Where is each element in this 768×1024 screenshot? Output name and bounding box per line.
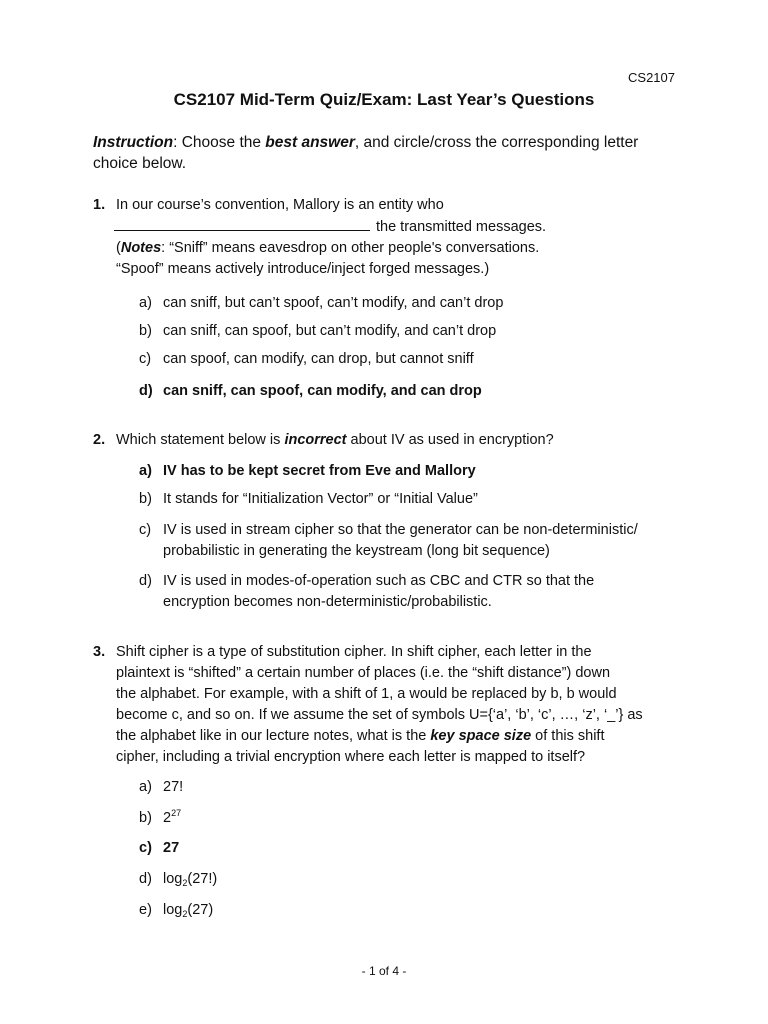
option-2d[interactable]: d) IV is used in modes-of-operation such as CBC and CTR so that the encryption becomes non-deterministic/probabilistic. — [139, 573, 595, 610]
option-2b[interactable]: b) It stands for “Initialization Vector” or “Initial Value” — [139, 491, 478, 507]
option-3c[interactable]: c) 27 — [139, 840, 180, 856]
question-1: 1. In our course’s convention, Mallory is an entity who the transmitted messages. (Notes: “Sniff” means eavesdrop on other people's conversations. “Spoof” means actively introduce/inject forged messages.) — [93, 197, 547, 277]
notes-label: Notes — [120, 240, 162, 256]
question-number: 3. — [93, 644, 106, 660]
option-3a[interactable]: a) 27! — [139, 779, 184, 795]
option-3d[interactable]: d) $\log_2(27!)$ — [139, 871, 218, 888]
option-2a[interactable]: a) IV has to be kept secret from Eve and Mallory — [139, 463, 476, 479]
option-3e[interactable]: e) $\log_2(27)$ — [139, 902, 214, 919]
course-code: CS2107 — [628, 70, 675, 85]
page-number: - 1 of 4 - — [361, 964, 407, 978]
instruction-emphasis: best answer — [265, 134, 355, 151]
option-2c[interactable]: c) IV is used in stream cipher so that the generator can be non-deterministic/ probabilistic in generating the keystream (long bit sequence) — [139, 522, 638, 559]
option-1a[interactable]: a) can sniff, but can’t spoof, can’t modify, and can’t drop — [139, 295, 504, 311]
question-2: 2. Which statement below is incorrect about IV as used in encryption? — [93, 430, 683, 451]
question-3: 3. Shift cipher is a type of substitution cipher. In shift cipher, each letter in the plaintext is “shifted” a certain number of places (i.e. the “shift distance”) down the alphabet. For example, with a shift of 1, a would be replaced by b, b would become c, and so on. If we assume the set of symbols U={‘a’, ‘b’, ‘c’, …, ‘z’, ‘_’} as the alphabet like in our lecture notes, what is the key space size of this shift cipher, including a trivial encryption where each letter is mapped to itself? — [93, 644, 643, 765]
page-title: CS2107 Mid-Term Quiz/Exam: Last Year’s Questions — [173, 90, 595, 109]
option-1c[interactable]: c) can spoof, can modify, can drop, but cannot sniff — [139, 351, 474, 367]
instruction-label: Instruction — [93, 134, 174, 151]
instruction: Instruction: Choose the best answer, and circle/cross the corresponding letter choice below. — [93, 134, 639, 172]
option-1d[interactable]: d) can sniff, can spoof, can modify, and can drop — [139, 383, 482, 399]
question-number: 2. — [93, 432, 106, 448]
option-3b[interactable]: b) $2^{27}$ — [139, 808, 182, 826]
option-1b[interactable]: b) can sniff, can spoof, but can’t modify, and can’t drop — [139, 323, 497, 339]
answer-blank — [114, 216, 370, 231]
question-number: 1. — [93, 197, 106, 213]
